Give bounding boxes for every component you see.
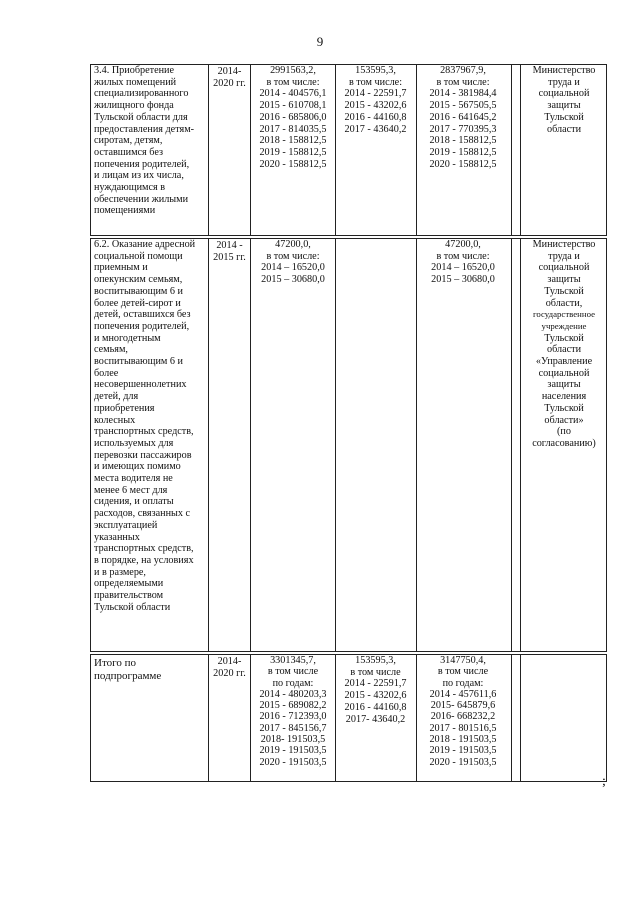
text-line: в том числе	[437, 666, 489, 678]
text-line: 2019 - 191503,5	[429, 745, 497, 757]
text-line: детей, оставшихся без	[94, 309, 191, 321]
text-line: помещениями	[94, 205, 156, 217]
total-funding	[252, 655, 334, 781]
text-line: воспитывающим 6 и	[94, 285, 184, 297]
text-line: по годам:	[442, 677, 484, 689]
activity-name	[94, 657, 207, 781]
text-line: 2017 - 43640,2	[344, 123, 407, 135]
text-line: 2020 гг.	[213, 77, 246, 89]
text-line: 2015 гг.	[213, 251, 246, 263]
text-line: 2015 – 30680,0	[431, 274, 495, 286]
text-line: семьям,	[94, 344, 128, 356]
text-line: транспортных средств,	[94, 543, 194, 555]
trailing-semicolon: ;	[602, 774, 606, 789]
text-line: эксплуатацией	[94, 519, 158, 531]
text-line: опекунским семьям,	[94, 274, 183, 286]
text-line: 153595,3,	[355, 655, 396, 666]
text-line: 2014 -	[216, 240, 243, 251]
text-line: труда и	[548, 250, 580, 262]
text-line: 2014 - 457611,6	[429, 688, 497, 700]
text-line: 2016- 668232,2	[430, 711, 496, 723]
text-line: 2991563,2,	[270, 65, 316, 76]
table-row-total	[90, 654, 607, 782]
text-line: социальной помощи	[94, 250, 183, 262]
text-line: расходов, связанных с	[94, 508, 191, 520]
implementation-term	[211, 655, 248, 781]
responsible-executor	[523, 65, 605, 235]
text-line: 2014-	[217, 66, 242, 77]
text-line: 2015 - 43202,6	[344, 690, 407, 702]
text-line: 3147750,4,	[440, 655, 486, 666]
text-line: государственное	[533, 309, 595, 320]
text-line: 2019 - 158812,5	[259, 146, 327, 158]
text-line: специализированного	[94, 88, 189, 100]
text-line: социальной	[538, 367, 590, 379]
responsible-executor	[523, 655, 605, 781]
page-number: 9	[316, 34, 324, 49]
text-line: более	[94, 367, 119, 379]
text-line: жилых помещений	[94, 76, 177, 88]
text-line: 2019 - 158812,5	[429, 146, 497, 158]
text-line: приемным и	[94, 262, 148, 274]
text-line: (по	[557, 426, 571, 438]
federal-funding	[336, 239, 415, 651]
text-line: 2017 - 814035,5	[259, 123, 327, 135]
text-line: Тульской	[544, 111, 584, 123]
text-line: и в размере,	[94, 566, 146, 578]
text-line: приобретения	[94, 402, 155, 414]
text-line: населения	[541, 391, 587, 403]
text-line: 2015 - 689082,2	[259, 700, 327, 712]
text-line: области	[546, 344, 582, 356]
text-line: защиты	[547, 274, 581, 286]
implementation-term	[211, 239, 248, 651]
activity-name	[94, 239, 207, 651]
text-line: 2017 - 801516,5	[429, 722, 497, 734]
text-line: более детей-сирот и	[94, 297, 181, 309]
text-line: в том числе:	[436, 250, 490, 262]
text-line: 2014-	[217, 656, 242, 667]
text-line: в порядке, на условиях	[94, 554, 194, 566]
text-line: 2014 - 22591,7	[344, 88, 407, 100]
text-line: жилищного фонда	[94, 100, 174, 112]
text-line: 2014 - 22591,7	[344, 678, 407, 690]
text-line: учреждение	[541, 320, 587, 331]
text-line: 2837967,9,	[440, 65, 486, 76]
text-line: области	[546, 123, 582, 135]
text-line: места водителя не	[94, 473, 173, 485]
text-line: 2014 - 381984,4	[429, 88, 497, 100]
table-row-6-2	[90, 238, 607, 652]
text-line: труда и	[548, 76, 580, 88]
text-line: 2018- 191503,5	[260, 734, 326, 746]
text-line: Министерство	[532, 65, 596, 76]
text-line: 2016 - 44160,8	[344, 111, 407, 123]
text-line: детей, для	[94, 391, 139, 403]
total-funding	[252, 65, 334, 235]
text-line: 2015 - 610708,1	[259, 100, 327, 112]
text-line: используемых для	[94, 437, 174, 449]
text-line: нуждающимся в	[94, 182, 166, 194]
text-line: перевозки пассажиров	[94, 449, 192, 461]
text-line: области»	[544, 414, 584, 426]
text-line: 2020 - 158812,5	[259, 158, 327, 170]
text-line: социальной	[538, 88, 590, 100]
text-line: в том числе	[267, 666, 319, 678]
text-line: оставшимся без	[94, 146, 163, 158]
text-line: 2015 - 567505,5	[429, 100, 497, 112]
text-line: 2015 – 30680,0	[261, 274, 325, 286]
activity-name	[94, 65, 207, 235]
text-line: 2016 - 712393,0	[259, 711, 327, 723]
text-line: Тульской	[544, 402, 584, 414]
text-line: 2014 - 404576,1	[259, 88, 327, 100]
text-line: Итого по	[94, 657, 136, 669]
text-line: 47200,0,	[445, 239, 481, 250]
text-line: защиты	[547, 379, 581, 391]
text-line: 2014 – 16520,0	[261, 262, 325, 274]
text-line: 2015 - 43202,6	[344, 100, 407, 112]
text-line: и многодетным	[94, 332, 161, 344]
text-line: обеспечении жилыми	[94, 193, 189, 205]
text-line: 3.4. Приобретение	[94, 65, 175, 76]
text-line: 47200,0,	[275, 239, 311, 250]
text-line: 2016 - 44160,8	[344, 701, 407, 713]
text-line: 2019 - 191503,5	[259, 745, 327, 757]
text-line: указанных	[94, 531, 140, 543]
text-line: 2020 - 158812,5	[429, 158, 497, 170]
text-line: 2016 - 641645,2	[429, 111, 497, 123]
text-line: 153595,3,	[355, 65, 396, 76]
federal-funding	[336, 655, 415, 781]
text-line: в том числе	[350, 666, 401, 678]
text-line: 2018 - 191503,5	[429, 734, 497, 746]
text-line: предоставления детям-	[94, 123, 195, 135]
regional-funding	[417, 239, 509, 651]
regional-funding	[417, 655, 509, 781]
text-line: 2014 - 480203,3	[259, 688, 327, 700]
text-line: менее 6 мест для	[94, 484, 168, 496]
text-line: попечения родителей,	[94, 320, 190, 332]
text-line: и имеющих помимо	[94, 461, 181, 473]
text-line: Министерство	[532, 239, 596, 250]
text-line: воспитывающим 6 и	[94, 356, 184, 368]
text-line: правительством	[94, 590, 164, 602]
text-line: 3301345,7,	[270, 655, 316, 666]
text-line: в том числе:	[266, 76, 320, 88]
text-line: 2017- 43640,2	[345, 713, 406, 725]
implementation-term	[211, 65, 248, 235]
text-line: области,	[545, 297, 583, 309]
text-line: защиты	[547, 100, 581, 112]
text-line: и лицам из их числа,	[94, 170, 184, 182]
text-line: в том числе:	[436, 76, 490, 88]
text-line: согласованию)	[532, 437, 596, 449]
text-line: сидения, и оплаты	[94, 496, 174, 508]
text-line: транспортных средств,	[94, 426, 194, 438]
text-line: «Управление	[535, 356, 593, 368]
text-line: по годам:	[272, 677, 314, 689]
text-line: социальной	[538, 262, 590, 274]
text-line: 2015- 645879,6	[430, 700, 496, 712]
table-row-3-4	[90, 64, 607, 236]
regional-funding	[417, 65, 509, 235]
total-funding	[252, 239, 334, 651]
text-line: 2018 - 158812,5	[259, 135, 327, 147]
text-line: Тульской	[544, 285, 584, 297]
text-line: 2020 гг.	[213, 667, 246, 679]
text-line: в том числе:	[266, 250, 320, 262]
federal-funding	[336, 65, 415, 235]
text-line: 2016 - 685806,0	[259, 111, 327, 123]
text-line: 2020 - 191503,5	[429, 756, 497, 768]
text-line: 2017 - 770395,3	[429, 123, 497, 135]
text-line: сиротам, детям,	[94, 135, 163, 147]
text-line: Тульской	[544, 332, 584, 344]
text-line: 2018 - 158812,5	[429, 135, 497, 147]
text-line: Тульской области для	[94, 111, 188, 123]
text-line: 2020 - 191503,5	[259, 756, 327, 768]
text-line: попечения родителей,	[94, 158, 190, 170]
text-line: колесных	[94, 414, 136, 426]
responsible-executor	[523, 239, 605, 651]
text-line: подпрограмме	[94, 669, 162, 682]
text-line: определяемыми	[94, 578, 164, 590]
text-line: 2014 – 16520,0	[431, 262, 495, 274]
text-line: 6.2. Оказание адресной	[94, 239, 196, 250]
text-line: в том числе:	[348, 76, 403, 88]
text-line: Тульской области	[94, 601, 171, 613]
text-line: несовершеннолетних	[94, 379, 187, 391]
text-line: 2017 - 845156,7	[259, 722, 327, 734]
